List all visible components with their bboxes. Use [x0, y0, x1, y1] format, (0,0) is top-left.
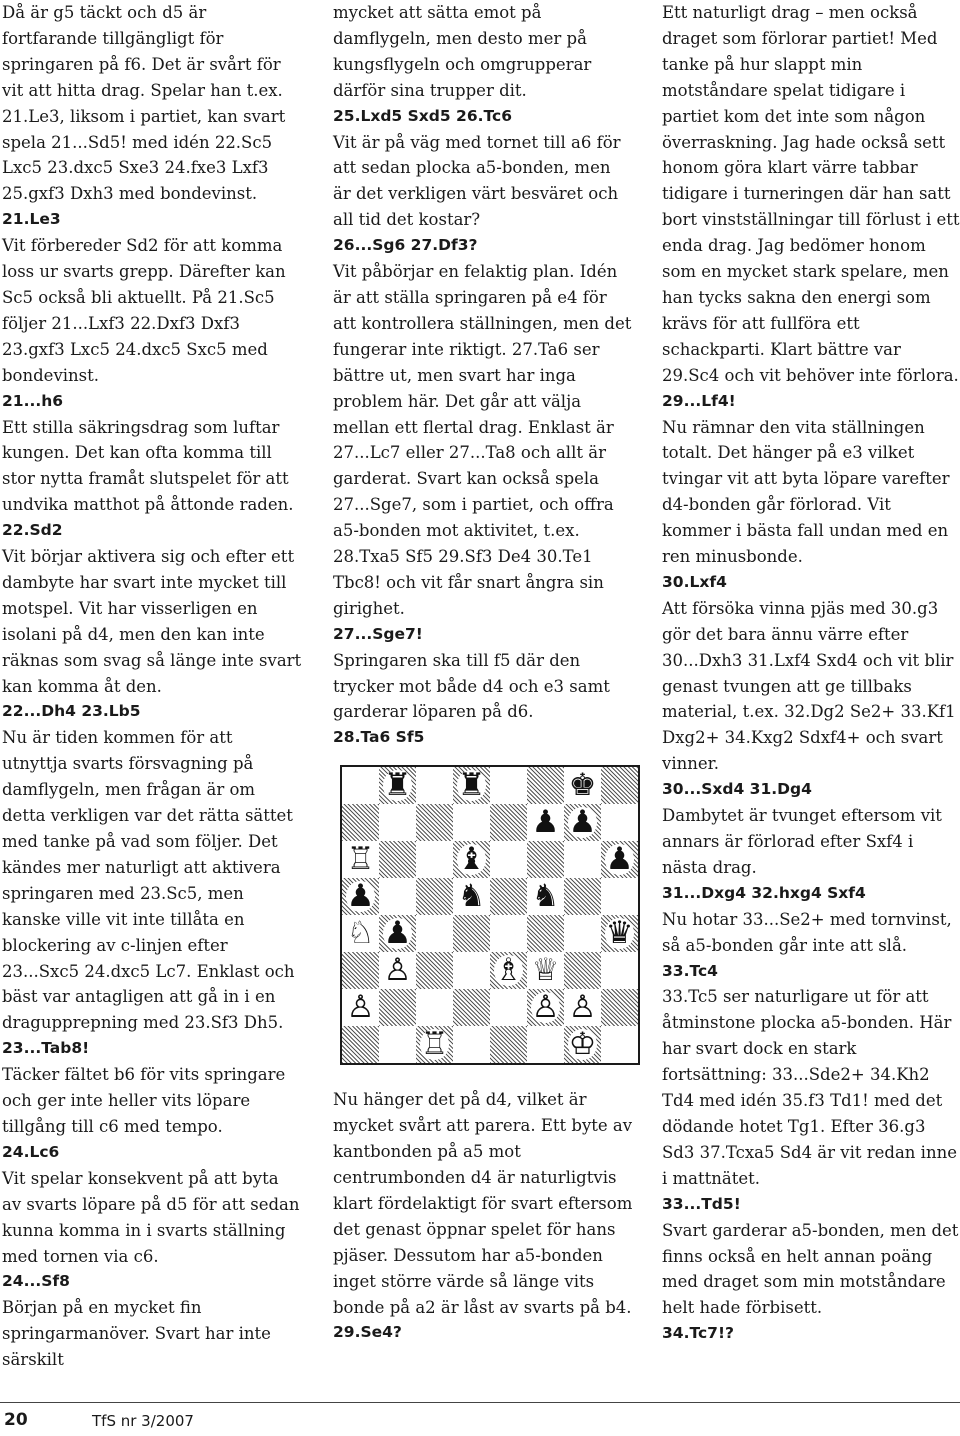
board-square [564, 878, 601, 915]
chess-piece: ♙ [531, 989, 560, 1025]
board-square [601, 804, 638, 841]
move-heading: 25.Lxd5 Sxd5 26.Tc6 [333, 106, 512, 125]
board-square [416, 841, 453, 878]
chess-piece: ♟ [605, 841, 634, 877]
board-square [379, 841, 416, 878]
move-heading: 22.Sd2 [2, 521, 63, 540]
board-square [416, 915, 453, 952]
move-heading: 27...Sge7! [333, 624, 423, 643]
chess-piece: ♟ [346, 878, 375, 914]
footer-rule [0, 1402, 960, 1403]
board-square [490, 767, 527, 804]
board-square [379, 767, 416, 804]
board-square [601, 1026, 638, 1063]
chess-piece: ♙ [568, 989, 597, 1025]
board-square [490, 952, 527, 989]
board-square [490, 989, 527, 1026]
move-heading: 33...Td5! [662, 1194, 741, 1213]
board-square [416, 804, 453, 841]
commentary-paragraph: 33.Tc5 ser naturligare ut för att åtminstone plocka a5-bonden. Här har svart dock en stark fortsättning: 33...Sde2+ 34.Kh2 Td4 med idén 35.f3 Td1! med det dödande hotet Tg1. Efter 36.g3 Sd3 37.Tcxa5 Sd4 är vit redan inne i mattnätet. [662, 987, 957, 1188]
chess-piece: ♖ [420, 1026, 449, 1062]
move-heading: 33.Tc4 [662, 961, 718, 980]
board-square [490, 1026, 527, 1063]
board-square [601, 989, 638, 1026]
move-heading: 24.Lc6 [2, 1142, 60, 1161]
board-square [564, 1026, 601, 1063]
column-1 [2, 0, 302, 1373]
commentary-paragraph: Vit börjar aktivera sig och efter ett dambyte har svart inte mycket till motspel. Vit har visserligen en isolani på d4, men den kan inte räknas som svag så länge inte svart kan komma åt den. [2, 547, 302, 696]
move-heading: 30...Sxd4 31.Dg4 [662, 780, 812, 799]
board-square [379, 1026, 416, 1063]
chess-piece: ♛ [605, 915, 634, 951]
board-square [490, 878, 527, 915]
board-square [564, 804, 601, 841]
board-square [453, 989, 490, 1026]
board-square [342, 841, 379, 878]
chess-piece: ♟ [383, 915, 412, 951]
board-square [490, 841, 527, 878]
move-heading: 21...h6 [2, 391, 64, 410]
board-square [601, 767, 638, 804]
commentary-paragraph: Vit förbereder Sd2 för att komma loss ur svarts grepp. Därefter kan Sc5 också bli aktuellt. På 21.Sc5 följer 21...Lxf3 22.Dxf3 Dxf3 23.gxf3 Lxc5 24.dxc5 Sxc5 med bondevinst. [2, 236, 286, 385]
chess-piece: ♟ [531, 804, 560, 840]
board-square [342, 989, 379, 1026]
board-square [564, 767, 601, 804]
board-square [453, 878, 490, 915]
chess-piece: ♔ [568, 1026, 597, 1062]
move-heading: 34.Tc7!? [662, 1324, 735, 1343]
commentary-paragraph: Nu hotar 33...Se2+ med tornvinst, så a5-bonden går inte att slå. [662, 909, 952, 955]
board-square [342, 952, 379, 989]
commentary-paragraph: Svart garderar a5-bonden, men det finns också en helt annan poäng med draget som min motståndare helt hade förbisett. [662, 1220, 959, 1318]
chess-piece: ♜ [457, 767, 486, 803]
commentary-paragraph: Dambytet är tvunget eftersom vit annars är förlorad efter Sxf4 i nästa drag. [662, 806, 942, 877]
board-square [490, 804, 527, 841]
board-square [416, 1026, 453, 1063]
board-square [527, 915, 564, 952]
board-square [379, 915, 416, 952]
board-square [416, 767, 453, 804]
chess-piece: ♗ [494, 952, 523, 988]
board-square [601, 841, 638, 878]
board-square [342, 804, 379, 841]
board-square [453, 804, 490, 841]
board-square [416, 989, 453, 1026]
board-square [527, 767, 564, 804]
commentary-paragraph: Början på en mycket fin springarmanöver. Svart har inte särskilt [2, 1298, 271, 1370]
board-square [564, 989, 601, 1026]
move-heading: 23...Tab8! [2, 1039, 90, 1058]
chess-piece: ♞ [531, 878, 560, 914]
board-square [342, 767, 379, 804]
board-square [379, 952, 416, 989]
board-square [490, 915, 527, 952]
board-square [527, 841, 564, 878]
column-3 [662, 0, 960, 1347]
commentary-paragraph: Springaren ska till f5 där den trycker mot både d4 och e3 samt garderar löparen på d6. [333, 650, 610, 722]
board-square [527, 804, 564, 841]
board-square [564, 952, 601, 989]
chess-piece: ♖ [346, 841, 375, 877]
move-heading: 24...Sf8 [2, 1272, 70, 1291]
board-square [379, 804, 416, 841]
board-square [379, 878, 416, 915]
move-heading: 21.Le3 [2, 210, 61, 229]
board-square [453, 1026, 490, 1063]
page-number: 20 [4, 1410, 28, 1430]
board-square [527, 952, 564, 989]
move-heading: 28.Ta6 Sf5 [333, 728, 425, 747]
commentary-paragraph: Nu är tiden kommen för att utnyttja svarts försvagning på damflygeln, men frågan är om detta verkligen var det rätta sättet med tanke på vad som följer. Det kändes mer naturligt att aktivera springaren med 23.Sc5, men kanske ville vit inte tillåta en blockering av c-linjen efter 23...Sxc5 24.dxc5 Lc7. Enklast och bäst var antagligen att gå in i en dragupprepning med 23.Sf3 Dh5. [2, 728, 295, 1033]
move-heading: 22...Dh4 23.Lb5 [2, 702, 141, 721]
board-square [601, 915, 638, 952]
board-square [416, 878, 453, 915]
commentary-paragraph: Nu hänger det på d4, vilket är mycket svårt att parera. Ett byte av kantbonden på a5 mot centrumbonden d4 är naturligtvis klart fördelaktigt för svart eftersom det genast öppnar spelet för hans pjäser. Dessutom har a5-bonden inget större värde så länge vits bonde på a2 är låst av svarts på b4. [333, 1090, 633, 1317]
move-heading: 31...Dxg4 32.hxg4 Sxf4 [662, 883, 866, 902]
commentary-paragraph: Nu rämnar den vita ställningen totalt. Det hänger på e3 vilket tvingar vit att byta löpare varefter d4-bonden går förlorad. Vit kommer i bästa fall undan med en ren minusbonde. [662, 417, 950, 567]
chess-piece: ♜ [383, 767, 412, 803]
commentary-paragraph: Ett naturligt drag – men också draget som förlorar partiet! Med tanke på hur slappt min motståndare spelat tidigare i partiet kom det inte som någon överraskning. Jag hade också sett honom göra klart värre tabbar tidigare i turneringen där han satt bort vinstställningar till förlust i ett enda drag. Jag bedömer honom som en mycket stark spelare, men han tycks sakna den energi som krävs för att fullföra ett schackparti. Klart bättre var 29.Sc4 och vit behöver inte förlora. [662, 3, 960, 385]
board-square [527, 989, 564, 1026]
chess-piece: ♚ [568, 767, 597, 803]
commentary-paragraph: mycket att sätta emot på damflygeln, men desto mer på kungsflygeln och omgrupperar därför sina trupper dit. [333, 3, 592, 100]
board-square [601, 952, 638, 989]
move-heading: 29.Se4? [333, 1323, 402, 1342]
chess-diagram [340, 765, 640, 1065]
chess-piece: ♞ [457, 878, 486, 914]
commentary-paragraph: Vit är på väg med tornet till a6 för att sedan plocka a5-bonden, men är det verkligen värt besväret och all tid det kostar? [333, 132, 621, 230]
commentary-paragraph: Vit påbörjar en felaktig plan. Idén är att ställa springaren på e4 för att kontrollera ställningen, men det fungerar inte riktigt. 27.Ta6 ser bättre ut, men svart har inga problem här. Det går att välja mellan ett flertal drag. Enklast är 27...Lc7 eller 27...Ta8 och allt är garderat. Svart kan också spela 27...Sge7, som i partiet, och offra a5-bonden mot aktivitet, t.ex. 28.Txa5 Sf5 29.Sf3 De4 30.Te1 Tbc8! och vit får snart ångra sin girighet. [333, 262, 632, 618]
commentary-paragraph: Ett stilla säkringsdrag som luftar kungen. Det kan ofta komma till stor nytta framåt slutspelet för att undvika matthot på åttonde raden. [2, 417, 294, 515]
board-square [564, 841, 601, 878]
board-square [453, 915, 490, 952]
commentary-paragraph: Att försöka vinna pjäs med 30.g3 gör det bara ännu värre efter 30...Dxh3 31.Lxf4 Sxd4 och vit blir genast tvungen att ge tillbaks material, t.ex. 32.Dg2 Se2+ 33.Kf1 Dxg2+ 34.Kxg2 Sdxf4+ och svart vinner. [662, 598, 956, 774]
column-2 [333, 0, 633, 1346]
move-heading: 29...Lf4! [662, 391, 736, 410]
issue-label: TfS nr 3/2007 [92, 1412, 194, 1430]
chess-piece: ♙ [346, 989, 375, 1025]
commentary-paragraph: Täcker fältet b6 för vits springare och ger inte heller vits löpare tillgång till c6 med tempo. [2, 1065, 286, 1136]
board-square [453, 952, 490, 989]
board-square [453, 767, 490, 804]
board-square [527, 1026, 564, 1063]
board-square [342, 1026, 379, 1063]
chess-piece: ♝ [457, 841, 486, 877]
board-square [601, 878, 638, 915]
board-square [453, 841, 490, 878]
board-square [527, 878, 564, 915]
board-square [416, 952, 453, 989]
chess-piece: ♟ [568, 804, 597, 840]
commentary-paragraph: Vit spelar konsekvent på att byta av svarts löpare på d5 för att sedan kunna komma in i svarts ställning med tornen via c6. [2, 1168, 300, 1266]
chess-piece: ♕ [531, 952, 560, 988]
move-heading: 30.Lxf4 [662, 572, 727, 591]
move-heading: 26...Sg6 27.Df3? [333, 236, 478, 255]
board-square [342, 915, 379, 952]
board-square [564, 915, 601, 952]
board-square [379, 989, 416, 1026]
commentary-paragraph: Då är g5 täckt och d5 är fortfarande tillgängligt för springaren på f6. Det är svårt för vit att hitta drag. Spelar han t.ex. 21.Le3, liksom i partiet, kan svart spela 21...Sd5! med idén 22.Sc5 Lxc5 23.dxc5 Sxe3 24.fxe3 Lxf3 25.gxf3 Dxh3 med bondevinst. [2, 3, 286, 204]
chess-piece: ♘ [346, 915, 375, 951]
chess-piece: ♙ [383, 952, 412, 988]
board-square [342, 878, 379, 915]
